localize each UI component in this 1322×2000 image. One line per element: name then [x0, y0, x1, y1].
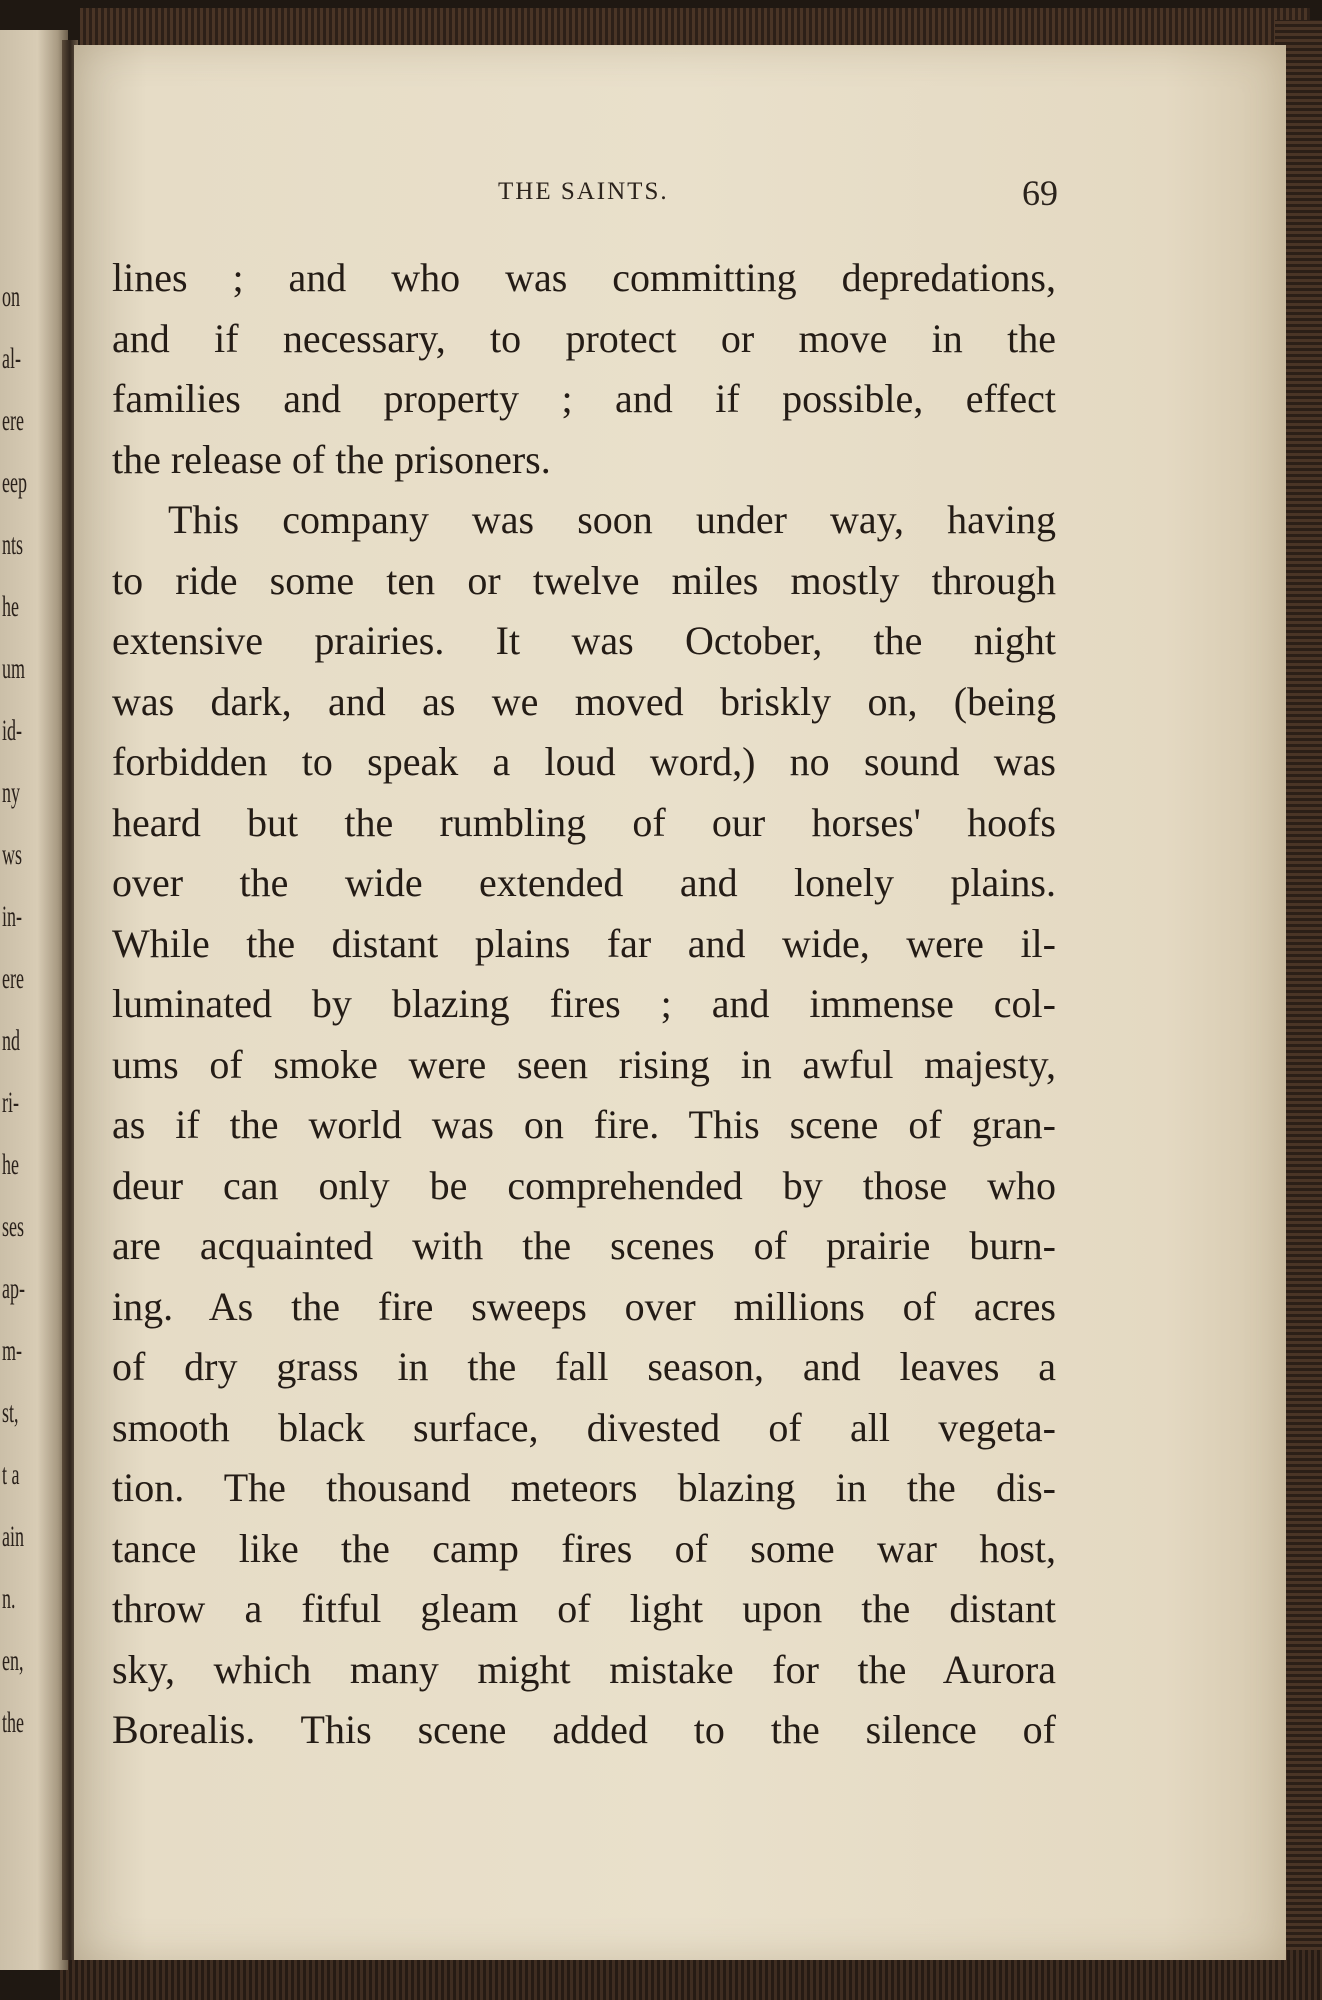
- previous-page-fragment: al-: [2, 342, 21, 375]
- text-line: families and property ; and if possible, effect: [112, 376, 1056, 421]
- previous-page-fragment: ri-: [2, 1086, 19, 1119]
- previous-page-fragment: st,: [2, 1396, 19, 1429]
- previous-page-fragment: ere: [2, 962, 24, 995]
- previous-page-fragment: ny: [2, 776, 20, 809]
- previous-page-fragment: ere: [2, 404, 24, 437]
- previous-page-fragment: the: [2, 1706, 24, 1739]
- previous-page-fragment: id-: [2, 714, 22, 747]
- text-line: was dark, and as we moved briskly on, (being: [112, 678, 1056, 724]
- previous-page-fragment: eep: [2, 466, 27, 499]
- previous-page-fragment: ses: [2, 1210, 25, 1243]
- previous-page-fragment: nts: [2, 528, 24, 561]
- previous-page-fragment: ain: [2, 1520, 24, 1553]
- text-line: and if necessary, to protect or move in the: [112, 315, 1056, 361]
- text-line: tion. The thousand meteors blazing in the dis-: [112, 1465, 1056, 1510]
- text-line: over the wide extended and lonely plains.: [112, 860, 1056, 905]
- previous-page-fragment: he: [2, 590, 19, 623]
- text-line: are acquainted with the scenes of prairie burn-: [112, 1223, 1056, 1268]
- text-line: forbidden to speak a loud word,) no sound was: [112, 739, 1056, 784]
- previous-page-fragment: m-: [2, 1334, 22, 1367]
- previous-page-fragment: ap-: [2, 1272, 25, 1305]
- text-line: deur can only be comprehended by those who: [112, 1162, 1056, 1208]
- text-line: lines ; and who was committing depredations,: [112, 255, 1056, 300]
- text-line: smooth black surface, divested of all vegeta-: [112, 1404, 1056, 1450]
- text-line: luminated by blazing fires ; and immense col-: [112, 981, 1056, 1026]
- text-line: This company was soon under way, having: [168, 497, 1056, 542]
- previous-page-fragment: um: [2, 652, 26, 685]
- text-line: to ride some ten or twelve miles mostly through: [112, 557, 1056, 603]
- previous-page-fragment: en,: [2, 1644, 24, 1677]
- previous-page-edge: [0, 30, 68, 1970]
- text-line: ums of smoke were seen rising in awful majesty,: [112, 1041, 1056, 1087]
- previous-page-fragment: t a: [2, 1458, 20, 1491]
- cover-edge-top: [80, 8, 1310, 50]
- body-text: [112, 248, 1056, 1761]
- text-line: tance like the camp fires of some war host,: [112, 1525, 1056, 1571]
- previous-page-fragment: ws: [2, 838, 23, 871]
- text-line: as if the world was on fire. This scene of gran-: [112, 1102, 1056, 1147]
- previous-page-fragment: in-: [2, 900, 22, 933]
- text-line: of dry grass in the fall season, and leaves a: [112, 1344, 1056, 1389]
- text-line: throw a fitful gleam of light upon the distant: [112, 1586, 1056, 1631]
- previous-page-fragment: he: [2, 1148, 19, 1181]
- text-line: Borealis. This scene added to the silence of: [112, 1707, 1056, 1752]
- page-number: 69: [1022, 173, 1058, 213]
- text-line: heard but the rumbling of our horses' hoofs: [112, 799, 1056, 845]
- previous-page-fragment: on: [2, 280, 20, 313]
- text-line: extensive prairies. It was October, the night: [112, 618, 1056, 663]
- text-line: the release of the prisoners.: [112, 436, 551, 482]
- previous-page-fragment: nd: [2, 1024, 20, 1057]
- running-head: THE SAINTS.: [498, 178, 669, 205]
- previous-page-fragment: n.: [2, 1582, 16, 1615]
- text-line: sky, which many might mistake for the Aurora: [112, 1646, 1056, 1692]
- text-line: While the distant plains far and wide, were il-: [112, 920, 1056, 966]
- text-line: ing. As the fire sweeps over millions of acres: [112, 1283, 1056, 1329]
